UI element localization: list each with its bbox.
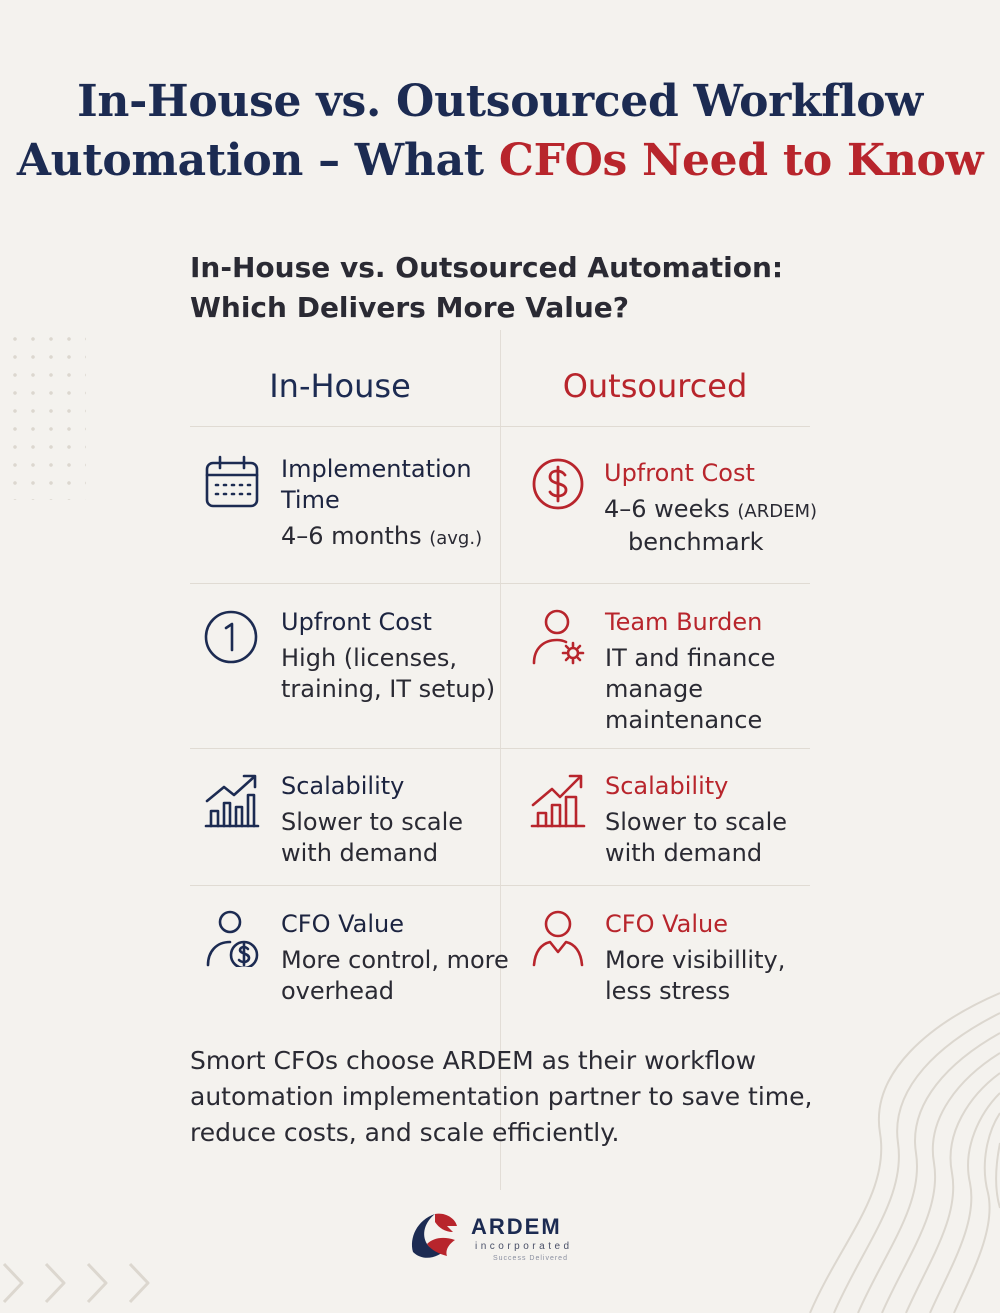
cell-body: 4–6 months (avg.) xyxy=(281,522,483,550)
cell-body-note: (ARDEM) xyxy=(737,501,818,522)
row-divider xyxy=(190,583,810,584)
dollar-circle-icon xyxy=(530,458,588,516)
logo-name: ARDEM xyxy=(471,1214,562,1239)
logo-subtitle: incorporated xyxy=(475,1241,573,1252)
calendar-icon xyxy=(204,454,262,512)
cell-heading: Implementation Time xyxy=(281,455,472,514)
cell-heading: Scalability xyxy=(281,772,405,800)
cell-heading: Upfront Cost xyxy=(604,459,755,487)
ardem-logo-mark xyxy=(405,1208,463,1266)
person-icon xyxy=(530,909,588,967)
cell-body: More visibillity, less stress xyxy=(605,946,786,1005)
cell-body-line-2: benchmark xyxy=(628,528,764,556)
summary-paragraph: Smort CFOs choose ARDEM as their workflow automation implementation partner to save time, reduce costs, and scale efficiently. xyxy=(190,1046,813,1147)
decorative-chevrons xyxy=(0,1258,170,1308)
decorative-wave-lines xyxy=(750,983,1000,1313)
cell-body-note: (avg.) xyxy=(429,528,483,549)
page-title xyxy=(0,72,1000,190)
title-line-1: In-House vs. Outsourced Workflow xyxy=(77,76,923,127)
growth-chart-icon xyxy=(204,771,262,829)
column-heading-outsourced: Outsourced xyxy=(562,367,748,405)
decorative-dot-grid xyxy=(6,330,86,500)
subtitle xyxy=(190,248,830,328)
cell-heading: Upfront Cost xyxy=(281,608,432,636)
title-accent: CFOs Need to Know xyxy=(498,135,984,186)
row-divider xyxy=(190,426,810,427)
row-divider xyxy=(190,748,810,749)
row-divider xyxy=(190,885,810,886)
cell-body: More control, more overhead xyxy=(281,946,509,1005)
title-line-2: Automation – What xyxy=(16,135,499,186)
logo-tagline: Success Delivered xyxy=(493,1255,568,1262)
person-gear-icon xyxy=(530,607,588,665)
ardem-logo xyxy=(405,1208,605,1268)
cell-heading: CFO Value xyxy=(605,910,728,938)
cell-body: IT and finance manage maintenance xyxy=(605,644,776,734)
cell-body: Slower to scale with demand xyxy=(281,808,464,867)
growth-chart-icon xyxy=(530,771,588,829)
cell-body: High (licenses, training, IT setup) xyxy=(281,644,496,703)
cell-heading: Team Burden xyxy=(605,608,763,636)
cell-body: Slower to scale with demand xyxy=(605,808,788,867)
subtitle-line-2: Which Delivers More Value? xyxy=(190,291,630,324)
person-dollar-icon xyxy=(204,909,262,967)
cell-heading: CFO Value xyxy=(281,910,404,938)
column-heading-in-house: In-House xyxy=(269,367,411,405)
subtitle-line-1: In-House vs. Outsourced Automation: xyxy=(190,251,784,284)
cell-body: 4–6 weeks (ARDEM) benchmark xyxy=(604,495,818,556)
cell-heading: Scalability xyxy=(605,772,729,800)
number-one-circle-icon xyxy=(204,607,262,665)
